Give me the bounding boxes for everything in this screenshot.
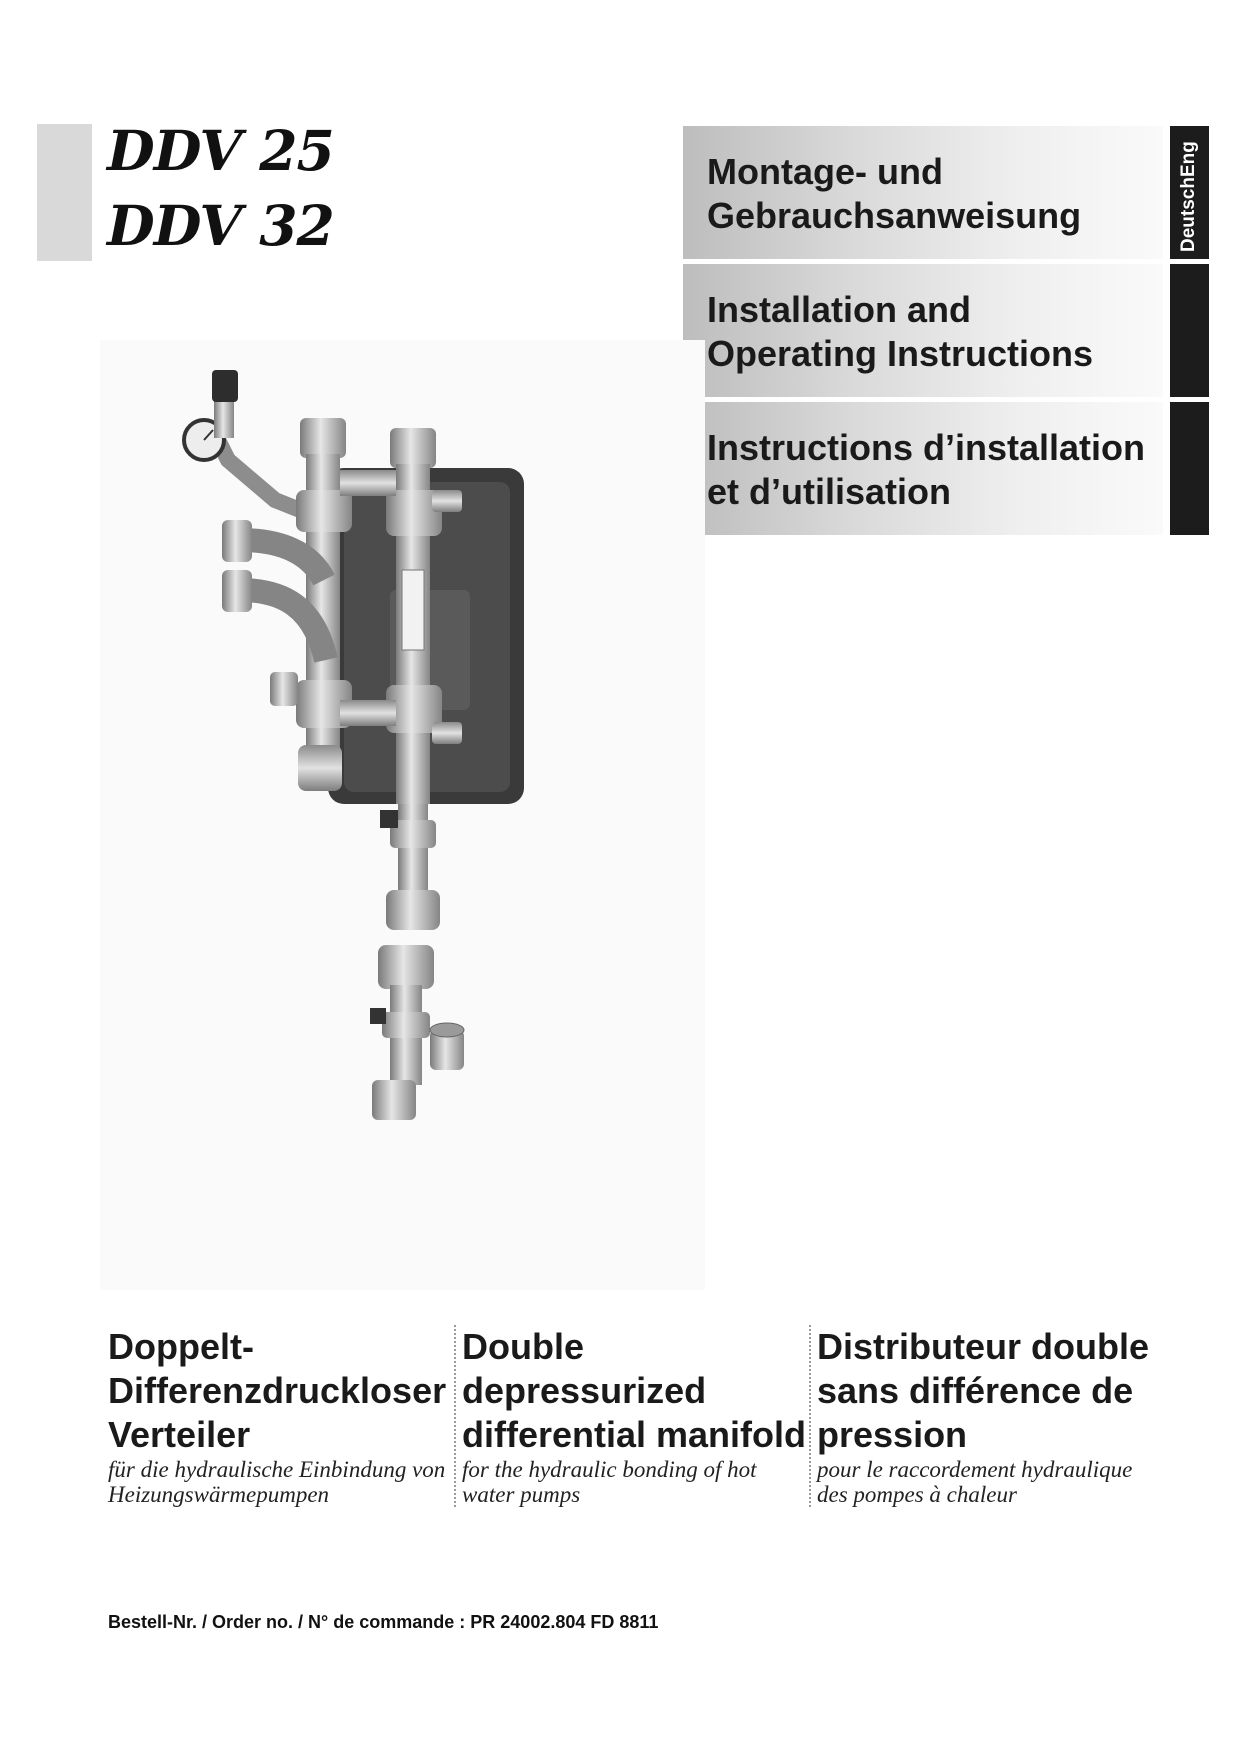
description-subtitle-line: for the hydraulic bonding of hot	[462, 1457, 757, 1482]
language-tab-label: DeutschEng	[1178, 141, 1199, 252]
title-line: Installation and	[707, 289, 972, 330]
model-name-ddv25: DDV 25	[107, 118, 334, 183]
pressure-gauge-icon	[184, 370, 300, 510]
order-number: Bestell-Nr. / Order no. / N° de commande : PR 24002.804 FD 8811	[108, 1612, 659, 1632]
description-subtitle-line: für die hydraulische Einbindung von	[108, 1457, 446, 1482]
language-tab-english	[1170, 264, 1209, 397]
description-title-line: differential manifold	[462, 1414, 807, 1455]
model-name-ddv32: DDV 32	[107, 193, 334, 258]
language-tab-french	[1170, 402, 1209, 535]
title-line: Gebrauchsanweisung	[707, 195, 1082, 236]
description-subtitle-line: des pompes à chaleur	[817, 1482, 1017, 1507]
description-title-line: Differenzdruckloser	[108, 1370, 447, 1411]
ball-valve-icon	[380, 804, 440, 930]
description-title-line: depressurized	[462, 1370, 707, 1411]
description-subtitle-line: Heizungswärmepumpen	[108, 1482, 330, 1507]
title-line: Operating Instructions	[707, 333, 1094, 374]
product-illustration	[100, 340, 705, 1290]
description-title-line: pression	[817, 1414, 968, 1455]
description-title-line: Doppelt-	[108, 1326, 254, 1367]
header-gray-block	[37, 124, 92, 261]
title-box-french	[683, 402, 1163, 535]
title-box-german	[683, 126, 1163, 259]
title-line: Montage- und	[707, 151, 943, 192]
description-french	[809, 1325, 1147, 1507]
description-title-line: sans différence de	[817, 1370, 1134, 1411]
title-box-english	[683, 264, 1163, 397]
description-subtitle-line: pour le raccordement hydraulique	[817, 1457, 1133, 1482]
description-title-line: Double	[462, 1326, 584, 1367]
description-english	[454, 1325, 812, 1507]
description-title-line: Verteiler	[108, 1414, 251, 1455]
description-title-line: Distributeur double	[817, 1326, 1149, 1367]
title-line: et d’utilisation	[707, 471, 952, 512]
separate-valve-assembly-icon	[370, 945, 464, 1120]
description-subtitle-line: water pumps	[462, 1482, 581, 1507]
language-tab-german	[1170, 126, 1209, 259]
title-line: Instructions d’installation	[707, 427, 1146, 468]
description-german	[108, 1325, 448, 1507]
